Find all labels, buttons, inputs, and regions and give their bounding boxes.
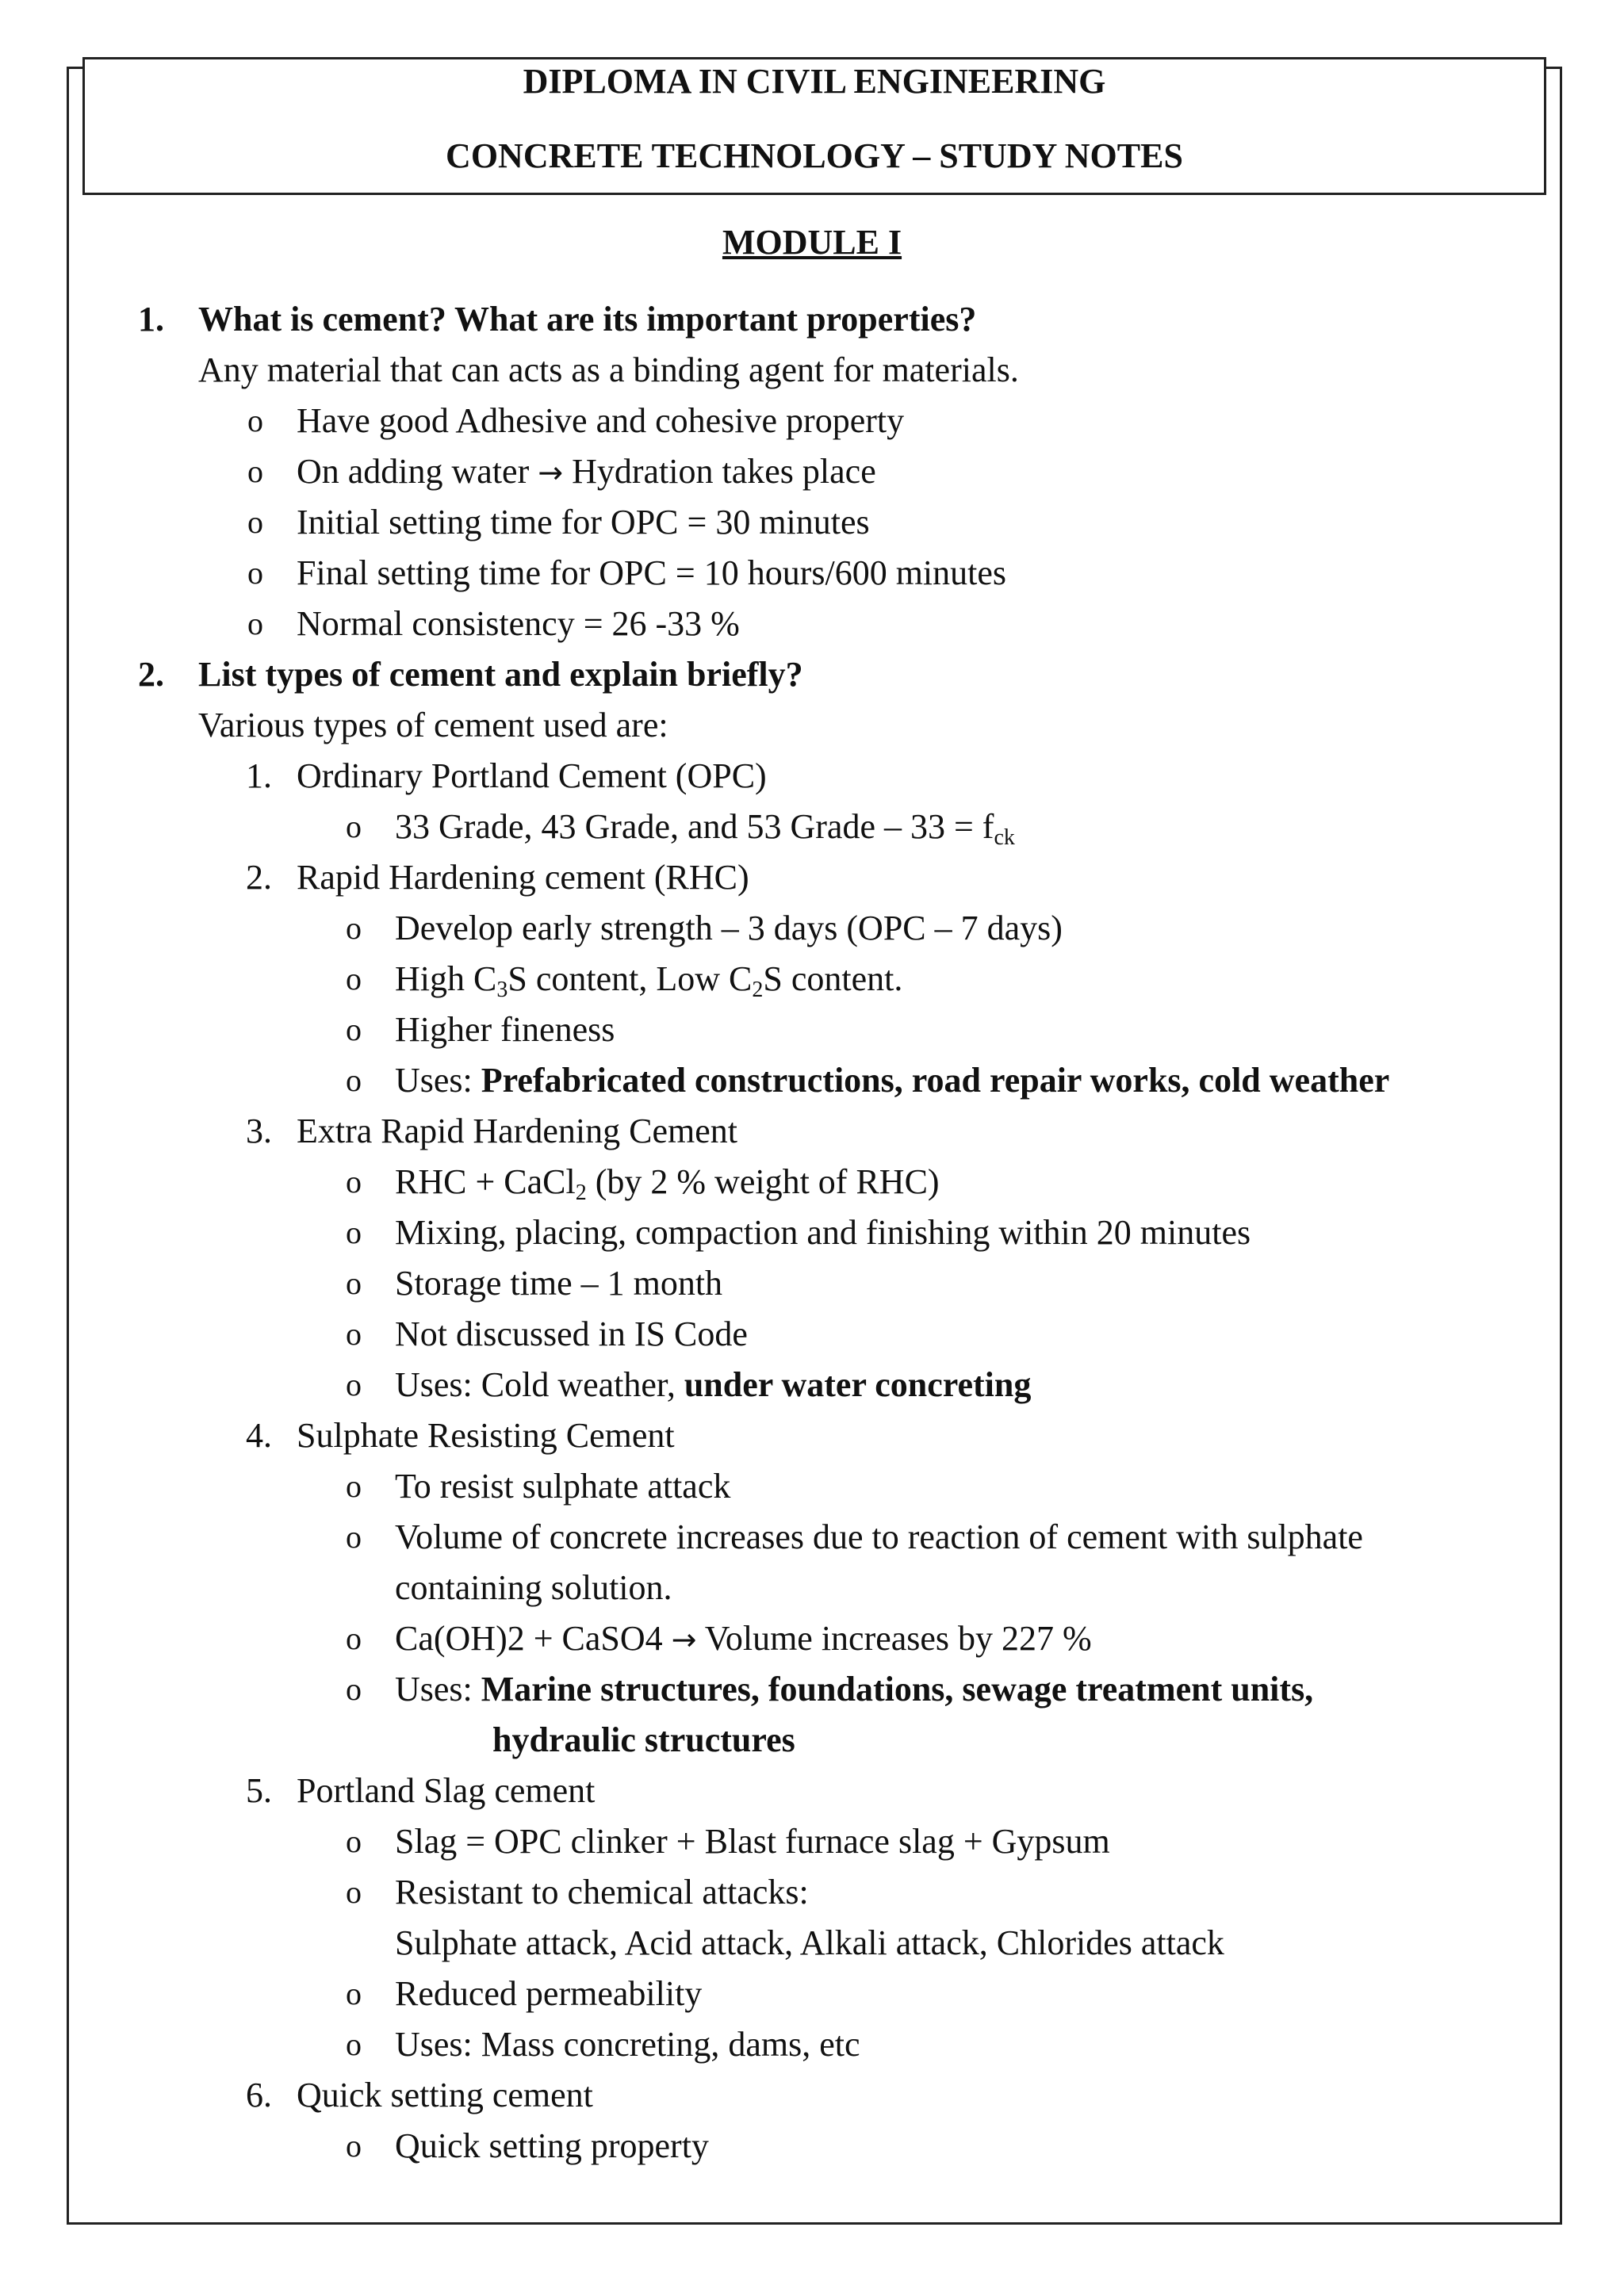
q1-property-3: Initial setting time for OPC = 30 minutes <box>297 503 870 541</box>
src-reaction: Ca(OH)2 + CaSO4 → Volume increases by 227 % <box>395 1619 1092 1658</box>
cement-type-2-number: 2. <box>246 858 272 897</box>
arrow-right-icon: → <box>671 1622 697 1657</box>
bullet-marker: o <box>346 1164 362 1200</box>
notes-title: CONCRETE TECHNOLOGY – STUDY NOTES <box>446 136 1183 175</box>
course-title: DIPLOMA IN CIVIL ENGINEERING <box>523 62 1106 101</box>
psc-composition: Slag = OPC clinker + Blast furnace slag + Gypsum <box>395 1822 1110 1861</box>
bullet-marker: o <box>346 2128 362 2164</box>
question-2-intro: Various types of cement used are: <box>198 706 668 744</box>
q1-property-4: Final setting time for OPC = 10 hours/600 minutes <box>297 553 1007 592</box>
q1-property-5: Normal consistency = 26 -33 % <box>297 604 740 643</box>
cement-type-5-title: Portland Slag cement <box>297 1771 596 1810</box>
bullet-marker: o <box>346 1012 362 1047</box>
question-2-number: 2. <box>138 655 164 694</box>
cement-type-1-number: 1. <box>246 756 272 795</box>
qsc-property: Quick setting property <box>395 2126 709 2165</box>
erhc-mixing: Mixing, placing, compaction and finishing within 20 minutes <box>395 1213 1251 1252</box>
bullet-marker: o <box>247 606 263 641</box>
bullet-marker: o <box>346 1823 362 1859</box>
bullet-marker: o <box>346 1671 362 1707</box>
rhc-strength: Develop early strength – 3 days (OPC – 7 days) <box>395 909 1063 947</box>
src-volume-line-1: Volume of concrete increases due to reaction of cement with sulphate <box>395 1517 1363 1556</box>
q1-property-2-prefix: On adding water <box>297 452 530 491</box>
psc-resistance-line-1: Resistant to chemical attacks: <box>395 1873 809 1911</box>
rhc-content: High $C_3S$ content, Low $C_2S$ content. <box>395 959 903 1002</box>
page-border <box>67 67 1562 2225</box>
rhc-uses: Uses: Prefabricated constructions, road repair works, cold weather <box>395 1061 1390 1100</box>
arrow-right-icon: → <box>538 455 564 490</box>
bullet-marker: o <box>346 961 362 997</box>
cement-type-6-number: 6. <box>246 2076 272 2114</box>
bullet-marker: o <box>346 1976 362 2011</box>
question-1-text: What is cement? What are its important properties? <box>198 300 977 339</box>
bullet-marker: o <box>346 1265 362 1301</box>
bullet-marker: o <box>346 1316 362 1352</box>
bullet-marker: o <box>346 1215 362 1250</box>
erhc-composition: RHC + CaCl$_2$ (by 2 % weight of RHC) <box>395 1162 940 1205</box>
bullet-marker: o <box>346 1062 362 1098</box>
bullet-marker: o <box>346 1874 362 1910</box>
cement-type-4-number: 4. <box>246 1416 272 1455</box>
bullet-marker: o <box>247 453 263 489</box>
cement-type-5-number: 5. <box>246 1771 272 1810</box>
src-uses: Uses: Marine structures, foundations, sewage treatment units, <box>395 1670 1314 1709</box>
bullet-marker: o <box>247 555 263 591</box>
erhc-uses: Uses: Cold weather, under water concreting <box>395 1365 1032 1404</box>
bullet-marker: o <box>346 1519 362 1555</box>
psc-resistance-line-2: Sulphate attack, Acid attack, Alkali attack, Chlorides attack <box>395 1923 1224 1962</box>
opc-grades: 33 Grade, 43 Grade, and 53 Grade – $33 = f_{ck}$ <box>395 807 1015 850</box>
bullet-marker: o <box>346 1367 362 1402</box>
module-title: MODULE I <box>722 223 902 262</box>
cement-type-1-title: Ordinary Portland Cement (OPC) <box>297 756 767 795</box>
q1-property-2 <box>297 452 876 492</box>
cement-type-2-title: Rapid Hardening cement (RHC) <box>297 858 749 897</box>
src-volume-line-2: containing solution. <box>395 1568 672 1607</box>
erhc-is-code: Not discussed in IS Code <box>395 1314 748 1353</box>
q1-property-1: Have good Adhesive and cohesive property <box>297 401 905 440</box>
q1-property-2-text: Hydration takes place <box>572 452 876 491</box>
bullet-marker: o <box>346 1468 362 1504</box>
bullet-marker: o <box>346 910 362 946</box>
bullet-marker: o <box>346 2026 362 2062</box>
cement-type-6-title: Quick setting cement <box>297 2076 593 2114</box>
title-box <box>82 57 1546 195</box>
bullet-marker: o <box>247 403 263 438</box>
question-2-text: List types of cement and explain briefly? <box>198 655 803 694</box>
erhc-storage: Storage time – 1 month <box>395 1264 723 1303</box>
psc-permeability: Reduced permeability <box>395 1974 703 2013</box>
cement-type-4-title: Sulphate Resisting Cement <box>297 1416 675 1455</box>
bullet-marker: o <box>247 504 263 540</box>
bullet-marker: o <box>346 1621 362 1656</box>
src-uses-line-2: hydraulic structures <box>492 1720 795 1759</box>
rhc-fineness: Higher fineness <box>395 1010 615 1049</box>
src-purpose: To resist sulphate attack <box>395 1467 731 1506</box>
cement-type-3-title: Extra Rapid Hardening Cement <box>297 1112 737 1150</box>
bullet-marker: o <box>346 809 362 844</box>
question-1-answer: Any material that can acts as a binding agent for materials. <box>198 350 1019 389</box>
psc-uses: Uses: Mass concreting, dams, etc <box>395 2025 860 2064</box>
question-1-number: 1. <box>138 300 164 339</box>
cement-type-3-number: 3. <box>246 1112 272 1150</box>
